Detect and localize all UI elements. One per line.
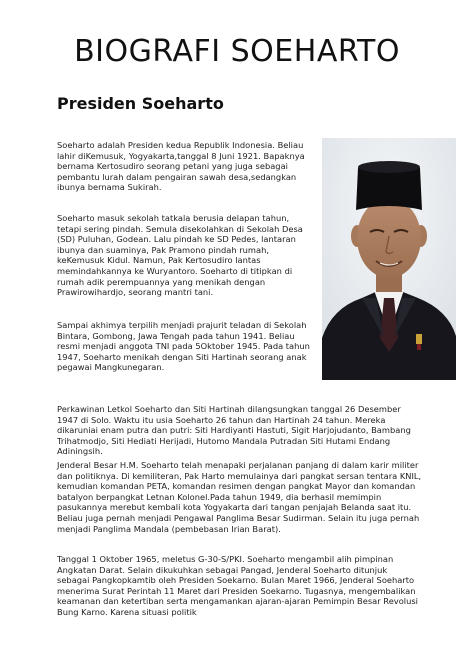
paragraph-3: Sampai akhimya terpilih menjadi prajurit teladan di Sekolah Bintara, Gombong, Jawa Tengah pada tahun 1941. Beliau resmi menjadi anggota TNI pada 5Oktober 1945. Pada tahun 1947, Soeharto menikah dengan Siti Hartinah seorang anak pegawai Mangkunegaran.	[57, 320, 310, 373]
paragraph-6: Tanggal 1 Oktober 1965, meletus G-30-S/PKI. Soeharto mengambil alih pimpinan Angkatan Darat. Selain dikukuhkan sebagai Pangad, Jenderal Soeharto ditunjuk sebagai Pangkopkamtib oleh Presiden Soekarno. Bulan Maret 1966, Jenderal Soeharto menerima Surat Perintah 11 Maret dari Presiden Soekarno. Tugasnya, mengembalikan keamanan dan ketertiban serta mengamankan ajaran-ajaran Pemimpin Besar Revolusi Bung Karno. Karena situasi politik	[57, 554, 418, 617]
paragraph-1: Soeharto adalah Presiden kedua Republik Indonesia. Beliau lahir diKemusuk, Yogyakarta,tanggal 8 Juni 1921. Bapaknya bernama Kertosudiro seorang petani yang juga sebagai pembantu lurah dalam pengairan sawah desa,sedangkan ibunya bernama Sukirah.	[57, 140, 305, 193]
portrait-illustration	[322, 138, 456, 380]
paragraph-2: Soeharto masuk sekolah tatkala berusia delapan tahun, tetapi sering pindah. Semula disekolahkan di Sekolah Desa (SD) Puluhan, Godean. Lalu pindah ke SD Pedes, lantaran ibunya dan suaminya, Pak Pramono pindah rumah, keKemusuk Kidul. Namun, Pak Kertosudiro lantas memindahkannya ke Wuryantoro. Soeharto di titipkan di rumah adik perempuannya yang menikah dengan Prawirowihardjo, seorang mantri tani.	[57, 213, 303, 298]
page-title: BIOGRAFI SOEHARTO	[74, 34, 400, 69]
soeharto-portrait	[322, 138, 456, 380]
pin-badge-icon	[416, 334, 422, 344]
page-subtitle: Presiden Soeharto	[57, 94, 224, 113]
paragraph-4: Perkawinan Letkol Soeharto dan Siti Hartinah dilangsungkan tanggal 26 Desember 1947 di Solo. Waktu itu usia Soeharto 26 tahun dan Hartinah 24 tahun. Mereka dikaruniai enam putra dan putri: Siti Hardiyanti Hastuti, Sigit Harjojudanto, Bambang Trihatmodjo, Siti Hediati Herijadi, Hutomo Mandala Putradan Siti Hutami Endang Adiningsih.	[57, 404, 411, 457]
paragraph-5: Jenderal Besar H.M. Soeharto telah menapaki perjalanan panjang di dalam karir militer dan politiknya. Di kemiliteran, Pak Harto memulainya dari pangkat sersan tentara KNIL, kemudian komandan PETA, komandan resimen dengan pangkat Mayor dan komandan batalyon berpangkat Letnan Kolonel.Pada tahun 1949, dia berhasil memimpin pasukannya merebut kembali kota Yogyakarta dari tangan penjajah Belanda saat itu. Beliau juga pernah menjadi Pengawal Panglima Besar Sudirman. Selain itu juga pernah menjadi Panglima Mandala (pembebasan Irian Barat).	[57, 460, 422, 534]
